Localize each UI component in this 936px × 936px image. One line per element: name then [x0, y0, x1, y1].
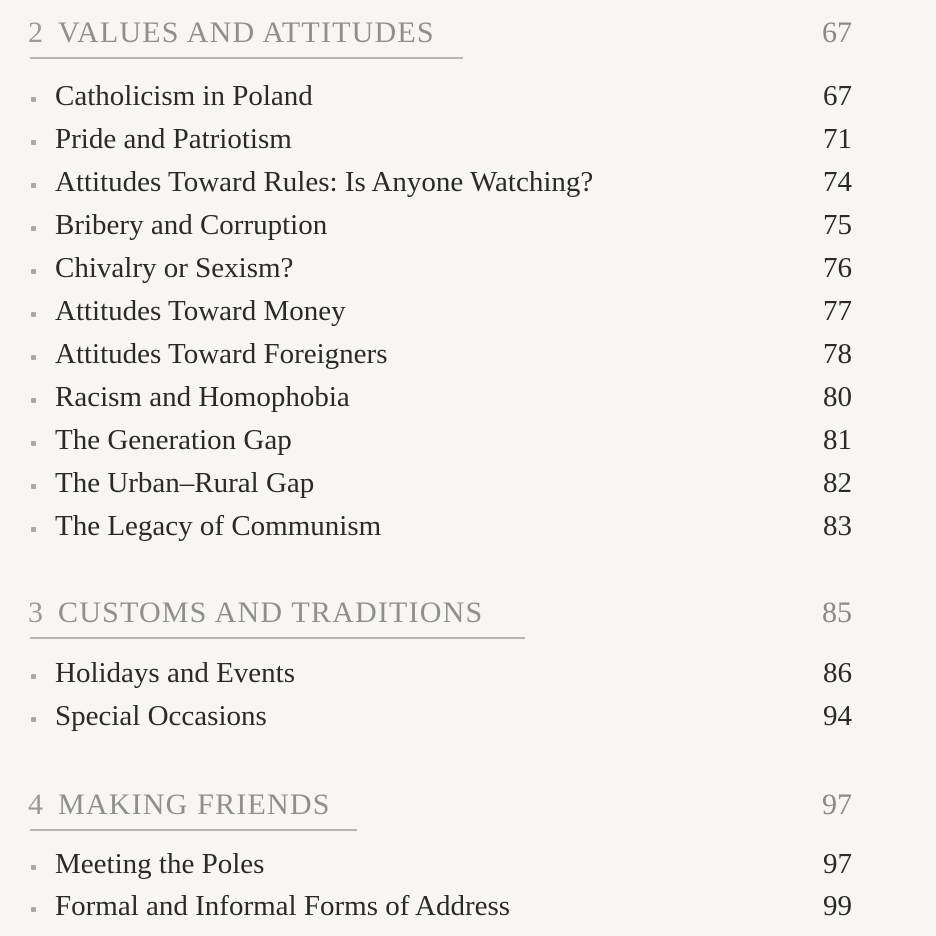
- toc-entry[interactable]: [28, 510, 908, 552]
- entry-title: Bribery and Corruption: [55, 209, 328, 241]
- chapter-heading: [28, 780, 908, 828]
- bullet-icon: [31, 717, 36, 722]
- chapter-number: 2: [28, 16, 44, 49]
- entry-title: The Urban–Rural Gap: [55, 467, 315, 499]
- entry-page-number: 71: [823, 123, 852, 155]
- entry-page-number: 75: [823, 209, 852, 241]
- bullet-icon: [31, 312, 36, 317]
- entry-title: Racism and Homophobia: [55, 381, 350, 413]
- toc-entry[interactable]: [28, 123, 908, 165]
- entry-title: Formal and Informal Forms of Address: [55, 890, 511, 922]
- entry-page-number: 99: [823, 890, 852, 922]
- entry-page-number: 74: [823, 166, 852, 198]
- bullet-icon: [31, 527, 36, 532]
- bullet-icon: [31, 269, 36, 274]
- bullet-icon: [31, 674, 36, 679]
- entry-page-number: 80: [823, 381, 852, 413]
- toc-entry[interactable]: [28, 209, 908, 251]
- entry-page-number: 86: [823, 657, 852, 689]
- entry-title: Special Occasions: [55, 700, 267, 732]
- toc-entry[interactable]: [28, 700, 908, 742]
- bullet-icon: [31, 865, 36, 870]
- toc-entry[interactable]: [28, 424, 908, 466]
- bullet-icon: [31, 907, 36, 912]
- entry-title: Attitudes Toward Money: [55, 295, 346, 327]
- entry-page-number: 94: [823, 700, 852, 732]
- toc-entry[interactable]: [28, 848, 908, 890]
- bullet-icon: [31, 355, 36, 360]
- entry-title: The Generation Gap: [55, 424, 292, 456]
- entry-title: Attitudes Toward Foreigners: [55, 338, 388, 370]
- toc-entry[interactable]: [28, 467, 908, 509]
- chapter-title: CUSTOMS AND TRADITIONS: [58, 596, 484, 629]
- entry-title: Chivalry or Sexism?: [55, 252, 294, 284]
- entry-title: Pride and Patriotism: [55, 123, 292, 155]
- bullet-icon: [31, 183, 36, 188]
- entry-title: Catholicism in Poland: [55, 80, 313, 112]
- toc-entry[interactable]: [28, 295, 908, 337]
- chapter-number: 3: [28, 596, 44, 629]
- entry-page-number: 97: [823, 848, 852, 880]
- entry-page-number: 81: [823, 424, 852, 456]
- entry-page-number: 82: [823, 467, 852, 499]
- chapter-underline: [30, 57, 463, 59]
- chapter-title: VALUES AND ATTITUDES: [58, 16, 435, 49]
- toc-entry[interactable]: [28, 166, 908, 208]
- chapter-heading: [28, 588, 908, 636]
- bullet-icon: [31, 484, 36, 489]
- toc-entry[interactable]: [28, 381, 908, 423]
- chapter-underline: [30, 829, 357, 831]
- chapter-page-number: 85: [822, 596, 852, 629]
- entry-title: The Legacy of Communism: [55, 510, 382, 542]
- entry-page-number: 83: [823, 510, 852, 542]
- bullet-icon: [31, 441, 36, 446]
- chapter-page-number: 67: [822, 16, 852, 49]
- entry-title: Meeting the Poles: [55, 848, 265, 880]
- toc-entry[interactable]: [28, 890, 908, 932]
- toc-entry[interactable]: [28, 338, 908, 380]
- entry-page-number: 77: [823, 295, 852, 327]
- entry-title: Holidays and Events: [55, 657, 296, 689]
- bullet-icon: [31, 140, 36, 145]
- chapter-number: 4: [28, 788, 44, 821]
- chapter-underline: [30, 637, 525, 639]
- bullet-icon: [31, 398, 36, 403]
- entry-page-number: 78: [823, 338, 852, 370]
- entry-page-number: 76: [823, 252, 852, 284]
- chapter-heading: [28, 8, 908, 56]
- toc-entry[interactable]: [28, 657, 908, 699]
- entry-page-number: 67: [823, 80, 852, 112]
- toc-entry[interactable]: [28, 252, 908, 294]
- bullet-icon: [31, 226, 36, 231]
- chapter-title: MAKING FRIENDS: [58, 788, 331, 821]
- entry-title: Attitudes Toward Rules: Is Anyone Watching?: [55, 166, 594, 198]
- toc-entry[interactable]: [28, 80, 908, 122]
- bullet-icon: [31, 97, 36, 102]
- chapter-page-number: 97: [822, 788, 852, 821]
